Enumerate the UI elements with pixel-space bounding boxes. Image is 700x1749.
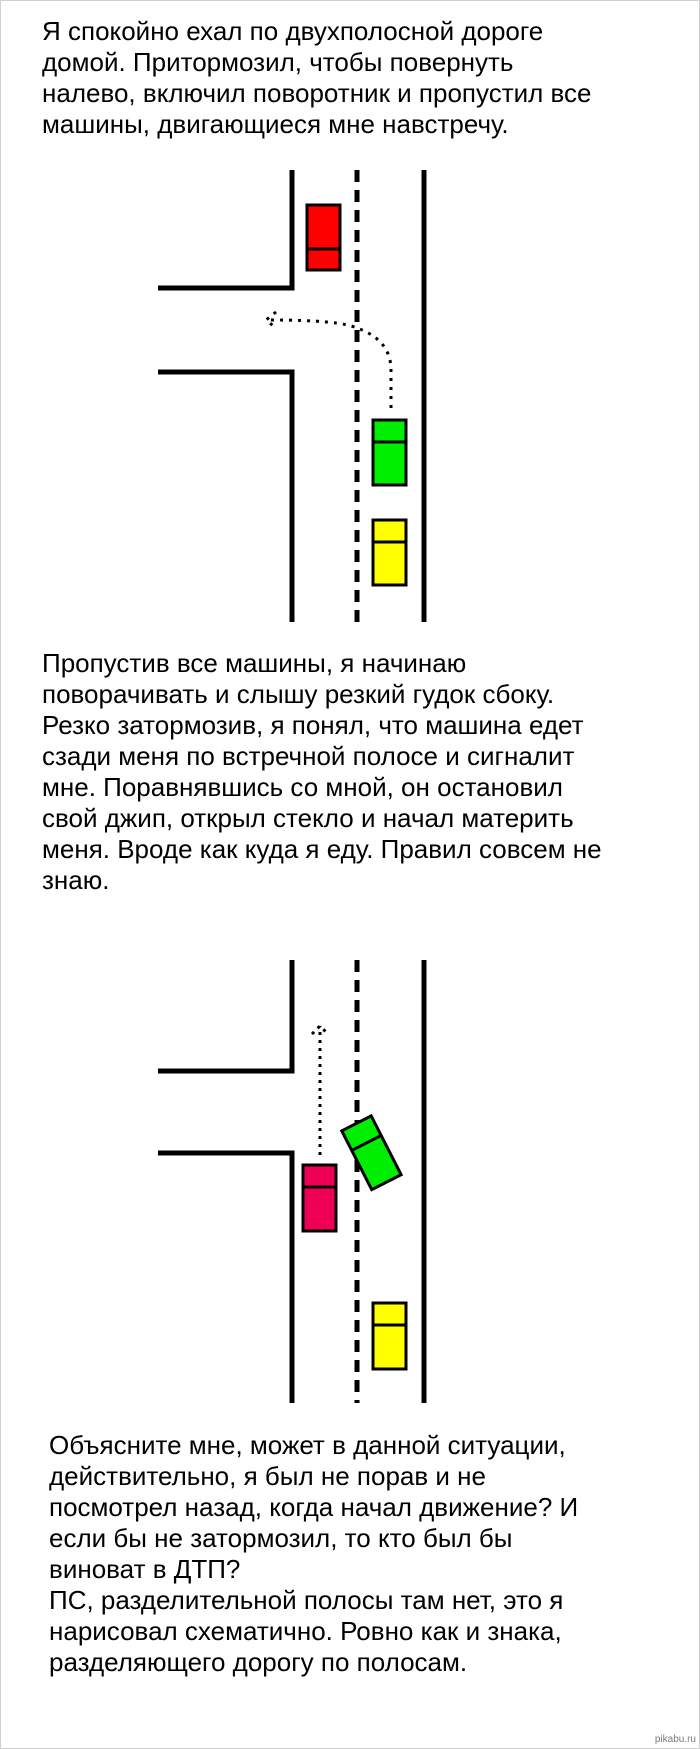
red-car xyxy=(307,205,340,270)
intro-line: Я спокойно ехал по двухполосной дороге xyxy=(42,16,544,46)
middle-line: сзади меня по встречной полосе и сигналит xyxy=(42,741,575,771)
question-line: ПС, разделительной полосы там нет, это я xyxy=(49,1585,564,1615)
middle-line: знаю. xyxy=(42,865,110,895)
yellow-car xyxy=(373,1303,406,1369)
intro-paragraph xyxy=(42,16,592,140)
yellow-car xyxy=(373,520,406,585)
middle-line: поворачивать и слышу резкий гудок сбоку. xyxy=(42,679,555,709)
side-road-top-edge xyxy=(158,170,292,288)
intro-line: домой. Притормозил, чтобы повернуть xyxy=(42,47,514,77)
green-car-turning xyxy=(342,1116,401,1190)
pink-jeep xyxy=(303,1165,336,1231)
diagram-before-turn xyxy=(0,170,700,630)
question-line: действительно, я был не порав и не xyxy=(49,1461,486,1491)
planned-left-turn-arrow xyxy=(266,312,391,408)
side-road-top-edge xyxy=(158,960,292,1071)
question-paragraph xyxy=(49,1430,578,1678)
question-line: разделяющего дорогу по полосам. xyxy=(49,1647,468,1677)
middle-line: мне. Поравнявшись со мной, он остановил xyxy=(42,772,563,802)
green-car xyxy=(373,420,406,485)
intro-line: налево, включил поворотник и пропустил все xyxy=(42,78,592,108)
intro-line: машины, двигающиеся мне навстречу. xyxy=(42,109,509,139)
question-line: нарисовал схематично. Ровно как и знака, xyxy=(49,1616,562,1646)
question-line: посмотрел назад, когда начал движение? И xyxy=(49,1492,579,1522)
middle-line: свой джип, открыл стекло и начал материть xyxy=(42,803,574,833)
side-road-bottom-edge xyxy=(158,1153,292,1403)
question-line: если бы не затормозил, то кто был бы xyxy=(49,1523,513,1553)
middle-line: Резко затормозив, я понял, что машина едет xyxy=(42,710,584,740)
question-line: виноват в ДТП? xyxy=(49,1554,241,1584)
middle-line: Пропустив все машины, я начинаю xyxy=(42,648,467,678)
watermark: pikabu.ru xyxy=(654,1734,696,1745)
question-line: Объясните мне, может в данной ситуации, xyxy=(49,1430,566,1460)
side-road-bottom-edge xyxy=(158,372,292,622)
diagram-overtaking xyxy=(0,960,700,1410)
middle-line: меня. Вроде как куда я еду. Правил совсем не xyxy=(42,834,602,864)
jeep-path-arrow xyxy=(312,1026,328,1155)
middle-paragraph xyxy=(42,648,602,896)
